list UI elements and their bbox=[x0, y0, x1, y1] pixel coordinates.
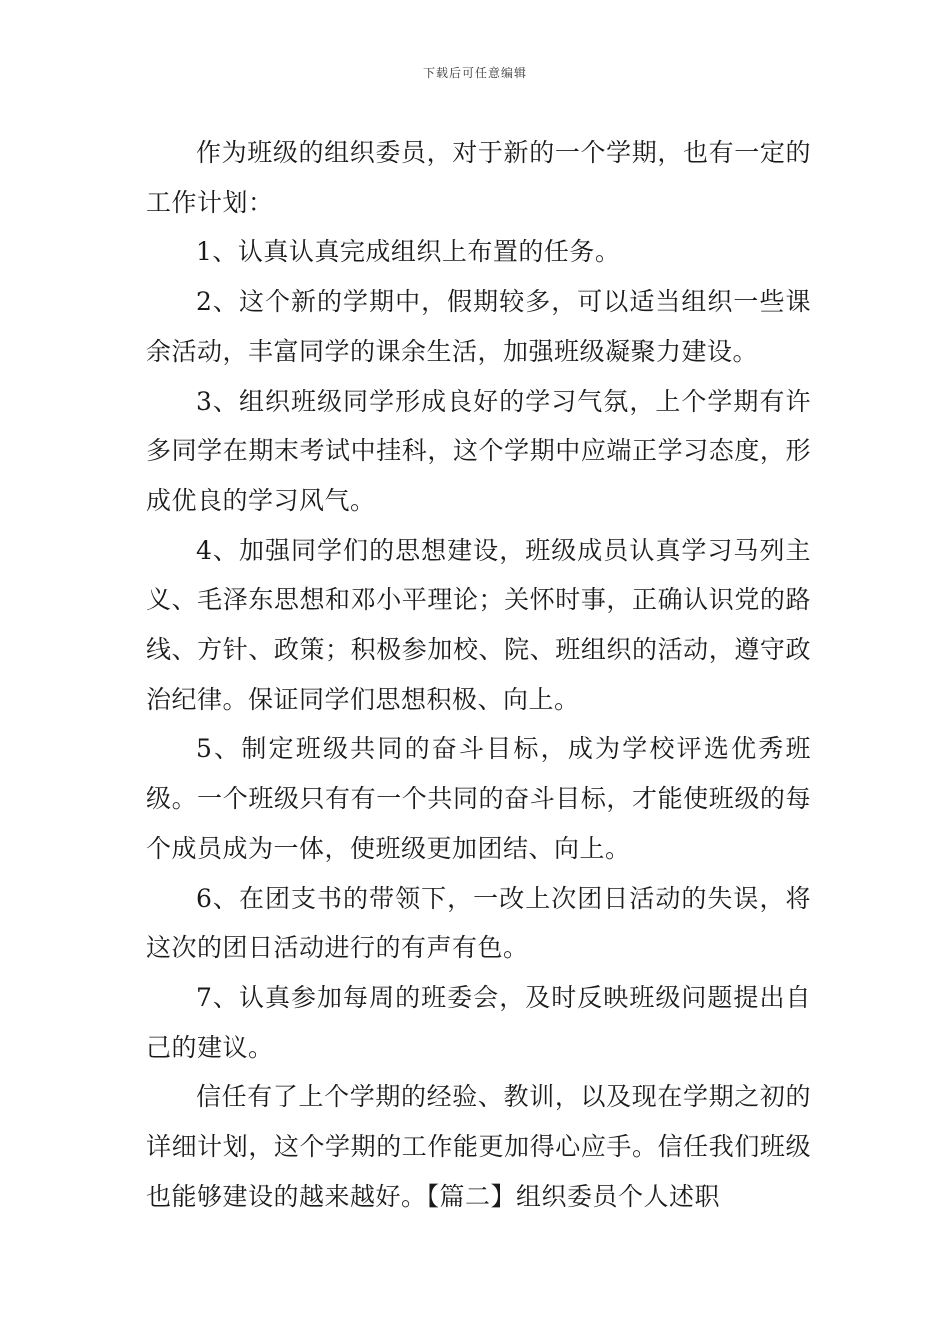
paragraph-item-6: 6、在团支书的带领下，一改上次团日活动的失误，将这次的团日活动进行的有声有色。 bbox=[146, 883, 811, 963]
paragraph-item-7: 7、认真参加每周的班委会，及时反映班级问题提出自己的建议。 bbox=[146, 982, 811, 1062]
document-body bbox=[146, 128, 811, 1221]
paragraph-intro: 作为班级的组织委员，对于新的一个学期，也有一定的工作计划： bbox=[146, 138, 811, 217]
page-header-note: 下载后可任意编辑 bbox=[422, 66, 527, 80]
paragraph-item-3: 3、组织班级同学形成良好的学习气氛，上个学期有许多同学在期末考试中挂科，这个学期中应端正学习态度，形成优良的学习风气。 bbox=[146, 386, 811, 515]
paragraph-conclusion: 信任有了上个学期的经验、教训，以及现在学期之初的详细计划，这个学期的工作能更加得心应手。信任我们班级也能够建设的越来越好。【篇二】组织委员个人述职 bbox=[146, 1082, 811, 1211]
paragraph-item-4: 4、加强同学们的思想建设，班级成员认真学习马列主义、毛泽东思想和邓小平理论；关怀时事，正确认识党的路线、方针、政策；积极参加校、院、班组织的活动，遵守政治纪律。保证同学们思想积极、向上。 bbox=[146, 535, 811, 714]
paragraph-item-5: 5、制定班级共同的奋斗目标，成为学校评选优秀班级。一个班级只有有一个共同的奋斗目标，才能使班级的每个成员成为一体，使班级更加团结、向上。 bbox=[146, 734, 811, 863]
paragraph-item-2: 2、这个新的学期中，假期较多，可以适当组织一些课余活动，丰富同学的课余生活，加强班级凝聚力建设。 bbox=[146, 287, 811, 366]
paragraph-item-1: 1、认真认真完成组织上布置的任务。 bbox=[196, 237, 621, 267]
